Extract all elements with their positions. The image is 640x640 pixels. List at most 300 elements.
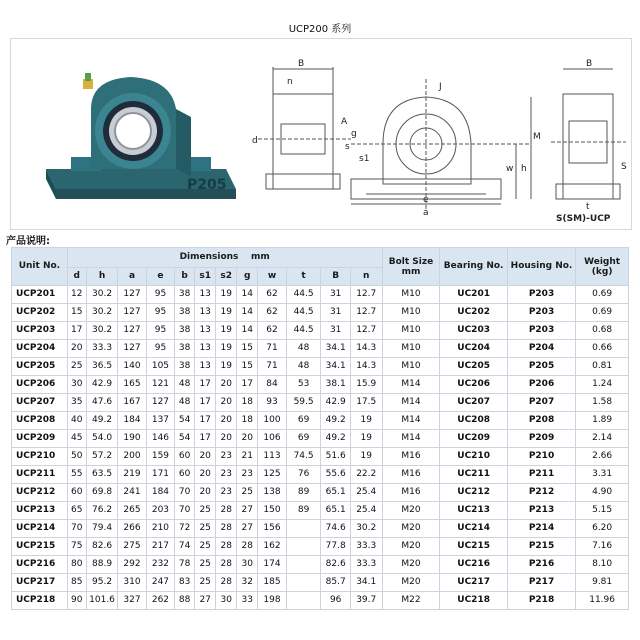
table-row [12, 448, 629, 466]
dimension-cell: 84 [258, 376, 286, 394]
dimension-cell: 127 [118, 340, 146, 358]
bearing-no-cell: UC208 [440, 412, 507, 430]
dimension-subheader: B [321, 268, 350, 286]
housing-no-cell: P206 [507, 376, 575, 394]
dimension-cell: 40 [67, 412, 86, 430]
housing-no-cell: P215 [507, 538, 575, 556]
housing-no-cell: P203 [507, 286, 575, 304]
unit-no-cell: UCP209 [12, 430, 68, 448]
dimension-cell: 14 [237, 322, 258, 340]
dimension-cell: 65.1 [321, 484, 350, 502]
dimension-subheader: h [86, 268, 118, 286]
dimension-cell: 19 [350, 448, 382, 466]
bearing-no-cell: UC202 [440, 304, 507, 322]
dimension-cell: 38 [175, 358, 195, 376]
dimension-cell: 38 [175, 322, 195, 340]
dimension-cell: 89 [286, 502, 321, 520]
dimension-cell: 80 [67, 556, 86, 574]
dimension-cell: 262 [146, 592, 174, 610]
weight-cell: 1.58 [576, 394, 629, 412]
dimension-cell: 44.5 [286, 304, 321, 322]
dimension-cell: 275 [118, 538, 146, 556]
dimension-cell: 25.4 [350, 484, 382, 502]
table-header [12, 248, 629, 286]
dimension-cell: 113 [258, 448, 286, 466]
dimensions-header [67, 248, 382, 268]
dimension-cell: 88 [175, 592, 195, 610]
bolt-size-cell: M14 [382, 412, 440, 430]
dimension-cell: 18 [237, 394, 258, 412]
unit-no-cell: UCP213 [12, 502, 68, 520]
bolt-size-cell: M20 [382, 556, 440, 574]
dimension-cell: 13 [195, 322, 216, 340]
dimension-cell: 12.7 [350, 322, 382, 340]
bolt-size-cell: M14 [382, 376, 440, 394]
bolt-size-cell: M20 [382, 574, 440, 592]
housing-no-cell: P213 [507, 502, 575, 520]
dim-label: w [506, 164, 514, 174]
dimension-cell: 25 [67, 358, 86, 376]
dimension-cell: 22.2 [350, 466, 382, 484]
dimension-cell: 95.2 [86, 574, 118, 592]
bearing-no-cell: UC201 [440, 286, 507, 304]
dimension-cell: 25.4 [350, 502, 382, 520]
bolt-size-cell: M10 [382, 340, 440, 358]
housing-no-cell: P214 [507, 520, 575, 538]
bolt-size-label: Bolt Size [388, 256, 434, 267]
unit-no-cell: UCP206 [12, 376, 68, 394]
bearing-no-cell: UC205 [440, 358, 507, 376]
dimension-cell: 146 [146, 430, 174, 448]
dimension-cell: 167 [118, 394, 146, 412]
dimension-cell: 12.7 [350, 286, 382, 304]
dimension-cell: 30.2 [86, 322, 118, 340]
dimension-cell: 17 [67, 322, 86, 340]
weight-cell: 4.90 [576, 484, 629, 502]
dimension-cell: 12.7 [350, 304, 382, 322]
dimension-cell: 15.9 [350, 376, 382, 394]
dimension-cell: 75 [67, 538, 86, 556]
bearing-no-cell: UC213 [440, 502, 507, 520]
unit-no-cell: UCP203 [12, 322, 68, 340]
casting-mark-text: P205 [187, 177, 227, 193]
bolt-size-cell: M14 [382, 394, 440, 412]
table-row [12, 394, 629, 412]
dimension-cell: 34.1 [321, 340, 350, 358]
dimension-cell: 106 [258, 430, 286, 448]
dimension-cell: 33.3 [350, 556, 382, 574]
weight-cell: 2.14 [576, 430, 629, 448]
unit-no-cell: UCP201 [12, 286, 68, 304]
dimension-cell: 27 [237, 520, 258, 538]
bearing-no-cell: UC207 [440, 394, 507, 412]
bearing-no-cell: UC214 [440, 520, 507, 538]
dimension-cell: 48 [286, 358, 321, 376]
weight-cell: 11.96 [576, 592, 629, 610]
dimension-cell: 44.5 [286, 286, 321, 304]
dimension-cell: 42.9 [86, 376, 118, 394]
dimension-cell: 71 [258, 358, 286, 376]
dimension-cell: 96 [321, 592, 350, 610]
unit-no-cell: UCP218 [12, 592, 68, 610]
bolt-size-cell: M20 [382, 520, 440, 538]
housing-no-cell: P216 [507, 556, 575, 574]
table-row [12, 520, 629, 538]
dimension-cell: 95 [146, 286, 174, 304]
dimension-cell: 62 [258, 322, 286, 340]
dimension-cell: 55 [67, 466, 86, 484]
dimension-cell: 17 [237, 376, 258, 394]
dimension-cell [286, 574, 321, 592]
dimension-cell: 19 [216, 322, 237, 340]
dimension-cell: 20 [216, 376, 237, 394]
dimension-cell: 60 [175, 448, 195, 466]
dim-label: a [423, 208, 429, 218]
dimension-cell: 42.9 [321, 394, 350, 412]
dimension-cell: 125 [258, 466, 286, 484]
dim-label: h [521, 164, 527, 174]
dimension-cell: 49.2 [321, 430, 350, 448]
dimension-cell: 241 [118, 484, 146, 502]
dimension-cell: 198 [258, 592, 286, 610]
dim-label: d [252, 136, 258, 146]
dim-label: g [351, 129, 357, 139]
dimension-cell: 13 [195, 358, 216, 376]
dimension-cell: 217 [146, 538, 174, 556]
dimension-cell: 18 [237, 412, 258, 430]
unit-no-cell: UCP204 [12, 340, 68, 358]
bearing-no-header: Bearing No. [440, 248, 507, 286]
dimension-cell: 232 [146, 556, 174, 574]
weight-cell: 1.24 [576, 376, 629, 394]
dimension-cell: 74 [175, 538, 195, 556]
dimension-cell: 85.7 [321, 574, 350, 592]
dimension-subheader: s2 [216, 268, 237, 286]
dimension-cell: 28 [237, 538, 258, 556]
unit-no-cell: UCP202 [12, 304, 68, 322]
dimension-cell: 31 [321, 322, 350, 340]
dimension-cell: 30 [67, 376, 86, 394]
dimension-cell: 17 [195, 376, 216, 394]
dimension-subheader: s1 [195, 268, 216, 286]
dimension-cell: 25 [237, 484, 258, 502]
dimension-cell: 121 [146, 376, 174, 394]
dimension-cell: 35 [67, 394, 86, 412]
dimension-cell: 327 [118, 592, 146, 610]
page-title: UCP200 系列 [288, 24, 352, 35]
dim-label: n [287, 77, 293, 87]
technical-drawings [258, 67, 626, 209]
dimension-cell: 83 [175, 574, 195, 592]
unit-no-cell: UCP205 [12, 358, 68, 376]
dimension-cell: 20 [67, 340, 86, 358]
housing-no-cell: P203 [507, 322, 575, 340]
dimension-cell: 49.2 [321, 412, 350, 430]
bearing-no-cell: UC206 [440, 376, 507, 394]
dimension-cell [286, 520, 321, 538]
housing-no-cell: P207 [507, 394, 575, 412]
dimension-cell: 62 [258, 286, 286, 304]
dimension-cell: 15 [237, 340, 258, 358]
unit-no-header: Unit No. [12, 248, 68, 286]
dimension-cell: 185 [258, 574, 286, 592]
bearing-no-cell: UC210 [440, 448, 507, 466]
dimension-subheader: g [237, 268, 258, 286]
dimension-cell: 49.2 [86, 412, 118, 430]
unit-no-cell: UCP212 [12, 484, 68, 502]
dimension-cell: 33.3 [350, 538, 382, 556]
dimension-cell: 21 [237, 448, 258, 466]
bolt-size-cell: M20 [382, 502, 440, 520]
weight-unit: (kg) [591, 266, 613, 277]
dimension-cell: 60 [175, 466, 195, 484]
dimension-cell: 95 [146, 322, 174, 340]
dimension-cell: 70 [175, 502, 195, 520]
pillow-block-photo [46, 73, 236, 199]
dimension-subheader: t [286, 268, 321, 286]
dimension-cell: 30 [237, 556, 258, 574]
housing-no-cell: P217 [507, 574, 575, 592]
dimension-cell: 184 [146, 484, 174, 502]
weight-cell: 0.68 [576, 322, 629, 340]
dimension-cell: 14 [237, 304, 258, 322]
dimension-cell: 45 [67, 430, 86, 448]
dimension-cell: 77.8 [321, 538, 350, 556]
bearing-no-cell: UC215 [440, 538, 507, 556]
dimension-cell: 266 [118, 520, 146, 538]
dimension-cell: 165 [118, 376, 146, 394]
dimension-cell: 69 [286, 412, 321, 430]
dimension-cell: 39.7 [350, 592, 382, 610]
dimension-cell: 34.1 [350, 574, 382, 592]
dimension-cell: 25 [195, 520, 216, 538]
weight-cell: 0.69 [576, 286, 629, 304]
dim-label: S [621, 162, 627, 172]
unit-no-cell: UCP217 [12, 574, 68, 592]
housing-no-cell: P205 [507, 358, 575, 376]
bolt-size-cell: M10 [382, 286, 440, 304]
unit-no-cell: UCP211 [12, 466, 68, 484]
unit-no-cell: UCP207 [12, 394, 68, 412]
bearing-no-cell: UC204 [440, 340, 507, 358]
dimension-cell: 20 [195, 448, 216, 466]
dim-label: M [533, 132, 541, 142]
table-body [12, 286, 629, 610]
dimension-cell: 34.1 [321, 358, 350, 376]
dimension-cell: 17.5 [350, 394, 382, 412]
dimension-cell: 19 [216, 340, 237, 358]
dimension-cell: 17 [195, 412, 216, 430]
dimension-cell: 25 [195, 556, 216, 574]
dimension-cell: 156 [258, 520, 286, 538]
dimension-cell: 72 [175, 520, 195, 538]
dimension-cell: 54.0 [86, 430, 118, 448]
dimension-cell: 62 [258, 304, 286, 322]
bearing-no-cell: UC209 [440, 430, 507, 448]
dimension-cell [286, 538, 321, 556]
dimension-cell: 53 [286, 376, 321, 394]
dimension-cell: 127 [146, 394, 174, 412]
weight-cell: 0.66 [576, 340, 629, 358]
dimension-cell: 57.2 [86, 448, 118, 466]
dimension-cell: 23 [216, 484, 237, 502]
unit-no-cell: UCP215 [12, 538, 68, 556]
housing-no-cell: P204 [507, 340, 575, 358]
housing-no-cell: P203 [507, 304, 575, 322]
table-row [12, 556, 629, 574]
table-row [12, 358, 629, 376]
dimension-cell: 27 [237, 502, 258, 520]
dimension-cell: 23 [216, 448, 237, 466]
bolt-size-cell: M10 [382, 322, 440, 340]
dimension-cell: 14.3 [350, 358, 382, 376]
dimension-cell [286, 556, 321, 574]
weight-cell: 5.15 [576, 502, 629, 520]
dimension-cell: 38 [175, 304, 195, 322]
housing-no-cell: P208 [507, 412, 575, 430]
table-row [12, 430, 629, 448]
dimension-cell: 28 [216, 538, 237, 556]
dimension-cell: 171 [146, 466, 174, 484]
dimension-cell: 28 [216, 574, 237, 592]
dimension-cell: 65 [67, 502, 86, 520]
dimension-cell: 28 [216, 502, 237, 520]
unit-no-cell: UCP208 [12, 412, 68, 430]
weight-cell: 0.69 [576, 304, 629, 322]
table-row [12, 340, 629, 358]
dim-label: e [423, 195, 429, 205]
spec-table [11, 247, 629, 610]
dimension-cell: 82.6 [321, 556, 350, 574]
table-row [12, 376, 629, 394]
dimension-cell: 88.9 [86, 556, 118, 574]
dimension-cell: 31 [321, 286, 350, 304]
weight-cell: 0.81 [576, 358, 629, 376]
dimension-cell: 127 [118, 304, 146, 322]
dim-label: s1 [359, 154, 370, 164]
dimension-cell: 184 [118, 412, 146, 430]
dimension-cell: 74.5 [286, 448, 321, 466]
dimension-subheader: d [67, 268, 86, 286]
housing-no-cell: P211 [507, 466, 575, 484]
dimension-cell: 38 [175, 286, 195, 304]
dimension-cell: 23 [216, 466, 237, 484]
dimension-cell: 20 [237, 430, 258, 448]
dimension-cell: 30.2 [350, 520, 382, 538]
dimension-cell: 20 [216, 412, 237, 430]
dimension-cell: 13 [195, 286, 216, 304]
weight-cell: 1.89 [576, 412, 629, 430]
table-row [12, 574, 629, 592]
dimension-cell: 25 [195, 574, 216, 592]
dimension-cell: 78 [175, 556, 195, 574]
dimension-cell: 54 [175, 430, 195, 448]
bearing-no-cell: UC218 [440, 592, 507, 610]
bearing-no-cell: UC211 [440, 466, 507, 484]
dimension-cell: 27 [195, 592, 216, 610]
dimension-cell: 95 [146, 340, 174, 358]
dimension-cell: 17 [195, 430, 216, 448]
dimension-cell: 79.4 [86, 520, 118, 538]
dimension-cell: 17 [195, 394, 216, 412]
dimension-cell: 19 [216, 286, 237, 304]
dimension-cell: 13 [195, 304, 216, 322]
dimension-cell: 90 [67, 592, 86, 610]
dimension-cell: 310 [118, 574, 146, 592]
dim-label: B [298, 59, 305, 69]
weight-cell: 7.16 [576, 538, 629, 556]
weight-cell: 8.10 [576, 556, 629, 574]
dimension-subheader: e [146, 268, 174, 286]
bolt-size-cell: M20 [382, 538, 440, 556]
dimension-cell: 30.2 [86, 286, 118, 304]
dimension-cell: 70 [175, 484, 195, 502]
dimension-cell: 19 [216, 304, 237, 322]
dimension-cell: 48 [175, 376, 195, 394]
bolt-size-cell: M10 [382, 358, 440, 376]
dimension-cell: 48 [175, 394, 195, 412]
dimension-cell: 14 [237, 286, 258, 304]
dimension-cell: 137 [146, 412, 174, 430]
dimension-cell: 200 [118, 448, 146, 466]
table-row [12, 322, 629, 340]
bolt-size-header [382, 248, 440, 286]
table-row [12, 286, 629, 304]
dimension-cell: 19 [216, 358, 237, 376]
dimension-cell: 23 [237, 466, 258, 484]
dimension-cell: 127 [118, 322, 146, 340]
dimension-cell: 20 [195, 484, 216, 502]
table-row [12, 466, 629, 484]
dimension-cell: 82.6 [86, 538, 118, 556]
dimension-cell: 174 [258, 556, 286, 574]
dimension-cell: 20 [216, 430, 237, 448]
product-description-label: 产品说明: [6, 236, 50, 247]
bearing-no-cell: UC212 [440, 484, 507, 502]
dimension-cell: 74.6 [321, 520, 350, 538]
dimension-subheader: w [258, 268, 286, 286]
dimension-cell: 25 [195, 538, 216, 556]
dimension-cell: 210 [146, 520, 174, 538]
dimension-cell: 203 [146, 502, 174, 520]
weight-header [576, 248, 629, 286]
weight-cell: 3.31 [576, 466, 629, 484]
weight-cell: 6.20 [576, 520, 629, 538]
dimension-cell: 101.6 [86, 592, 118, 610]
dimension-cell: 54 [175, 412, 195, 430]
table-row [12, 592, 629, 610]
drawing-caption: S(SM)-UCP [556, 214, 611, 224]
dimension-cell: 60 [67, 484, 86, 502]
unit-no-cell: UCP216 [12, 556, 68, 574]
dimension-cell: 51.6 [321, 448, 350, 466]
table-row [12, 484, 629, 502]
dimension-cell: 25 [195, 502, 216, 520]
housing-no-cell: P212 [507, 484, 575, 502]
dimension-cell: 44.5 [286, 322, 321, 340]
housing-no-cell: P209 [507, 430, 575, 448]
bolt-size-cell: M14 [382, 430, 440, 448]
housing-no-cell: P218 [507, 592, 575, 610]
dimension-cell: 292 [118, 556, 146, 574]
dim-label: J [439, 82, 442, 92]
dimension-cell: 36.5 [86, 358, 118, 376]
dimension-cell [286, 592, 321, 610]
bearing-no-cell: UC203 [440, 322, 507, 340]
dimension-cell: 70 [67, 520, 86, 538]
dimension-cell: 138 [258, 484, 286, 502]
dimension-cell: 20 [216, 394, 237, 412]
